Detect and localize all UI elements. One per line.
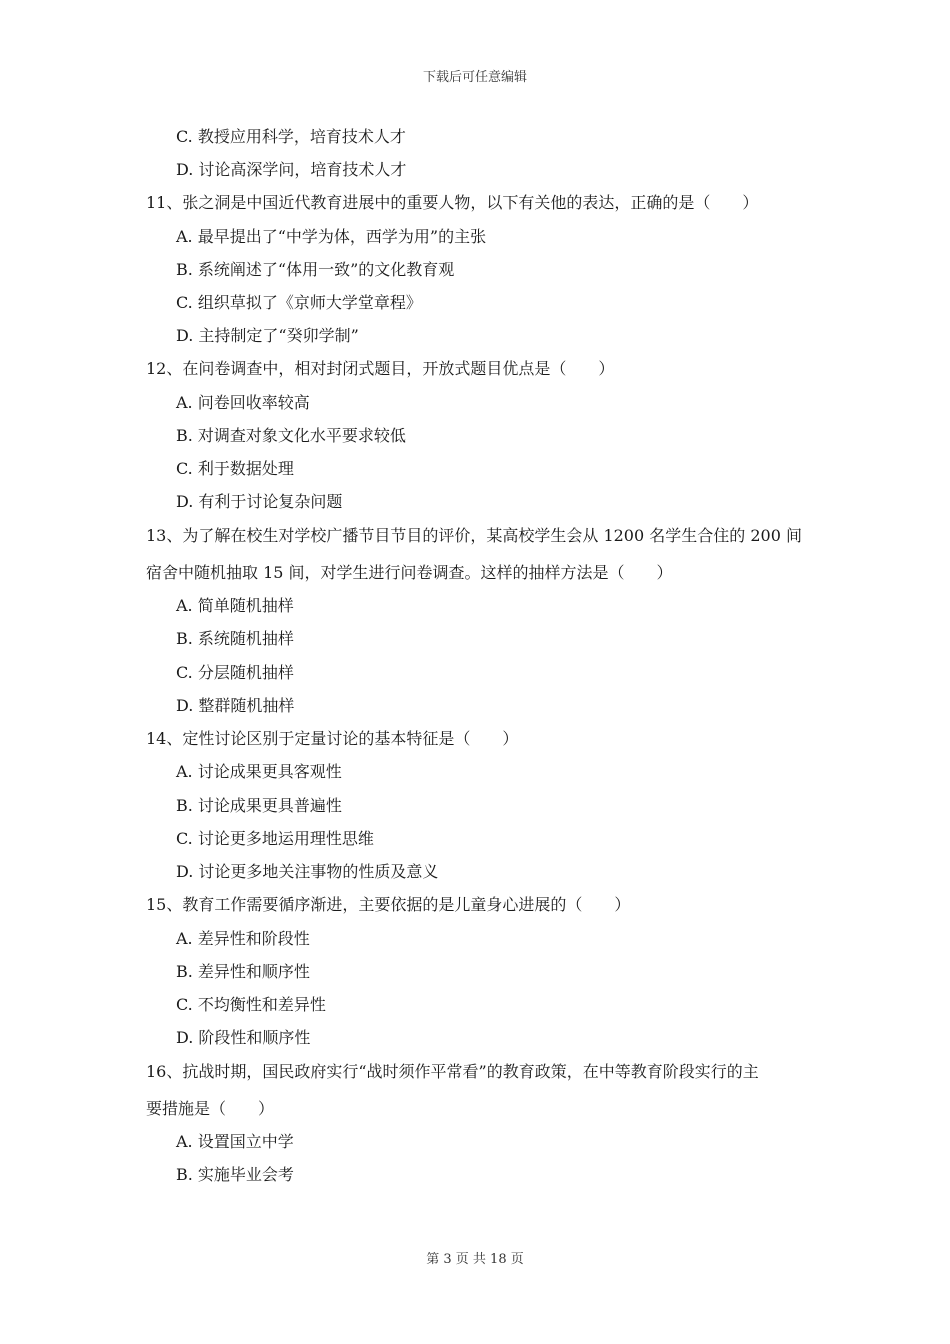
page-header: 下载后可任意编辑: [422, 70, 527, 85]
option-12d: D. 有利于讨论复杂问题: [176, 492, 343, 511]
option-14b: B. 讨论成果更具普遍性: [176, 796, 342, 815]
question-13-cont: 宿舍中随机抽取 15 间，对学生进行问卷调查。这样的抽样方法是（ ）: [146, 563, 673, 582]
question-12: 12、在问卷调查中，相对封闭式题目，开放式题目优点是（ ）: [146, 359, 615, 378]
option-14c: C. 讨论更多地运用理性思维: [176, 829, 374, 848]
option-15a: A. 差异性和阶段性: [176, 929, 310, 948]
option-10c: C. 教授应用科学，培育技术人才: [176, 127, 406, 146]
page-footer: 第 3 页 共 18 页: [426, 1252, 524, 1267]
option-11b: B. 系统阐述了“体用一致”的文化教育观: [176, 260, 455, 279]
option-11c: C. 组织草拟了《京师大学堂章程》: [176, 293, 422, 312]
option-11a: A. 最早提出了“中学为体，西学为用”的主张: [176, 227, 487, 246]
option-12a: A. 问卷回收率较高: [176, 393, 310, 412]
option-14d: D. 讨论更多地关注事物的性质及意义: [176, 862, 439, 881]
question-16-cont: 要措施是（ ）: [146, 1099, 275, 1118]
option-12c: C. 利于数据处理: [176, 459, 294, 478]
option-13c: C. 分层随机抽样: [176, 663, 294, 682]
option-13b: B. 系统随机抽样: [176, 629, 294, 648]
option-15d: D. 阶段性和顺序性: [176, 1028, 311, 1047]
option-10d: D. 讨论高深学问，培育技术人才: [176, 160, 407, 179]
question-14: 14、定性讨论区别于定量讨论的基本特征是（ ）: [146, 729, 519, 748]
option-15c: C. 不均衡性和差异性: [176, 995, 326, 1014]
option-16b: B. 实施毕业会考: [176, 1165, 294, 1184]
question-11: 11、张之洞是中国近代教育进展中的重要人物，以下有关他的表达，正确的是（ ）: [146, 193, 759, 212]
question-16: 16、抗战时期，国民政府实行“战时须作平常看”的教育政策，在中等教育阶段实行的主: [146, 1062, 759, 1081]
option-14a: A. 讨论成果更具客观性: [176, 762, 342, 781]
option-13a: A. 简单随机抽样: [176, 596, 294, 615]
option-11d: D. 主持制定了“癸卯学制”: [176, 326, 359, 345]
question-15: 15、教育工作需要循序渐进，主要依据的是儿童身心进展的（ ）: [146, 895, 631, 914]
question-13: 13、为了解在校生对学校广播节目节目的评价，某高校学生会从 1200 名学生合住的 200 间: [146, 526, 802, 545]
option-16a: A. 设置国立中学: [176, 1132, 294, 1151]
option-15b: B. 差异性和顺序性: [176, 962, 310, 981]
option-13d: D. 整群随机抽样: [176, 696, 295, 715]
option-12b: B. 对调查对象文化水平要求较低: [176, 426, 406, 445]
